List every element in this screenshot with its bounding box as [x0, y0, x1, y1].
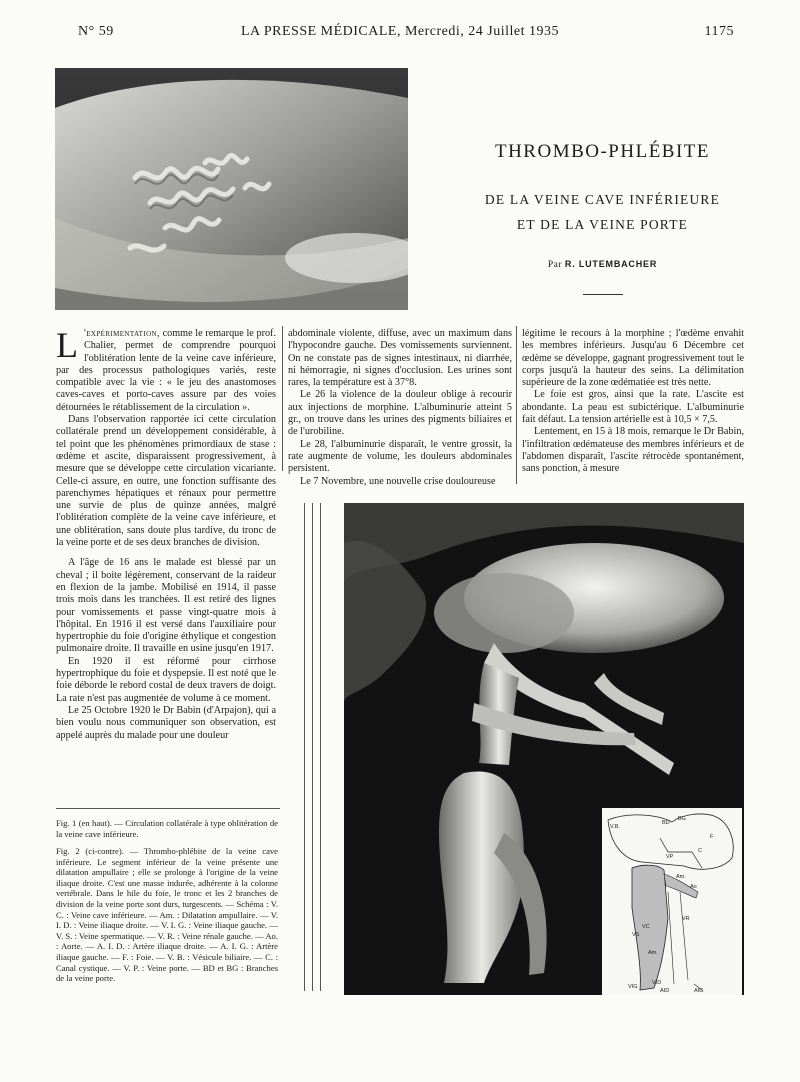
schema-label: Am.	[676, 874, 686, 880]
figure-1-photo	[55, 68, 408, 310]
paragraph: Le 26 la violence de la douleur oblige à recourir aux injections de morphine. L'albuminurie atteint 5 gr., on trouve dans les urines des pigments biliaires et de l'urobiline.	[288, 389, 512, 438]
figure-2-photo	[344, 503, 744, 995]
figure-rule	[320, 503, 321, 991]
article-subtitle	[450, 187, 755, 237]
byline	[450, 259, 755, 270]
text-column-2	[288, 328, 512, 488]
schema-label: BD	[662, 820, 670, 826]
figure-2-caption	[56, 846, 278, 984]
subtitle-line-2: ET DE LA VEINE PORTE	[516, 217, 689, 232]
text-column-1	[56, 325, 276, 742]
drop-cap: L	[56, 325, 78, 365]
journal-header: LA PRESSE MÉDICALE, Mercredi, 24 Juillet 1935	[240, 24, 560, 39]
schema-label: F	[710, 834, 714, 840]
figure-1-caption	[56, 818, 278, 839]
subtitle-line-1: DE LA VEINE CAVE INFÉRIEURE	[484, 192, 721, 207]
caption-rule	[56, 808, 280, 809]
paragraph: Le 25 Octobre 1920 le Dr Babin (d'Arpajon), qui a bien voulu nous communiquer son observation, est appelé auprès du malade pour une douleur	[56, 704, 276, 741]
title-rule	[583, 294, 623, 295]
schema-label: BG	[678, 816, 686, 822]
article-title: THROMBO-PHLÉBITE	[494, 141, 711, 162]
paragraph	[56, 325, 276, 414]
schema-label: AIG	[694, 988, 704, 994]
paragraph: Le foie est gros, ainsi que la rate. L'ascite est abondante. La peau est subictérique. L'albuminurie fait défaut. La tension artérielle est à 10,5 × 7,5.	[522, 389, 744, 426]
schema-label: VP	[666, 854, 674, 860]
paragraph: légitime le recours à la morphine ; l'œdème envahit les membres inférieurs. Jusqu'au 6 Décembre cet œdème se développe, gagnant progressivement tout le corps jusqu'à la hauteur des seins. La délimitation supérieure de la zone œdématiée est très nette.	[522, 328, 744, 389]
column-rule	[282, 326, 283, 471]
figure-rule	[312, 503, 313, 991]
figure-rule	[304, 503, 305, 991]
page-number-right: 1175	[704, 24, 734, 39]
schema-label: VS	[632, 932, 640, 938]
column-rule	[516, 326, 517, 484]
lead-word: 'expérimentation,	[84, 328, 160, 339]
text-column-3	[522, 328, 744, 476]
byline-prefix: Par	[547, 260, 563, 270]
schema-label: VR	[682, 916, 690, 922]
page-number-left: N° 59	[78, 24, 114, 39]
schema-label: VID	[652, 980, 662, 986]
schema-label: VIG	[628, 984, 638, 990]
paragraph: Le 28, l'albuminurie disparaît, le ventre grossit, la rate augmente de volume, les douleurs abdominales persistent.	[288, 438, 512, 475]
schema-label: Ao	[690, 884, 697, 890]
schema-label: V.B.	[610, 824, 620, 830]
paragraph-text: comme le remarque le prof. Chalier, permet de comprendre pourquoi l'oblitération lente de la veine cave inférieure, par des processus pathologiques variés, reste compatible avec la vie : « le jeu des anastomoses caves-caves et porto-caves assure par des voies détournées le rétablissement de la circulation ».	[56, 328, 276, 413]
paragraph: abdominale violente, diffuse, avec un maximum dans l'hypocondre gauche. Des vomissements surviennent. On ne constate pas de signes intestinaux, ni diarrhée, ni hémorragie, ni signes d'occlusion. Les urines sont rares, la température est à 37°8.	[288, 328, 512, 389]
schema-label: VC	[642, 924, 650, 930]
paragraph: Le 7 Novembre, une nouvelle crise douloureuse	[300, 475, 496, 487]
schema-label: AID	[660, 988, 670, 994]
title-block	[450, 135, 755, 295]
author-name: R. LUTEMBACHER	[564, 259, 658, 269]
schema-label: C	[698, 848, 702, 854]
paragraph: A l'âge de 16 ans le malade est blessé par un cheval ; il boite légèrement, conservant de la raideur en flexion de la jambe. Mobilisé en 1914, il passe trois mois dans les tranchées. Il est retiré des lignes pour vomissements et passe vingt-quatre mois à l'hôpital. En 1916 il est versé dans l'auxiliaire pour hypertrophie du foie d'origine éthylique et congestion pulmonaire droite. Il travaille en usine jusqu'en 1917.	[56, 557, 276, 655]
caption-text: Fig. 2 (ci-contre). — Thrombo-phlébite de la veine cave inférieure. Le segment inférieur de la veine présente une dilatation ampullaire ; elle se prolonge à l'origine de la veine iliaque droite. C'est une masse indurée, adhérente à la colonne vertébrale. Dans le hile du foie, le tronc et les 2 branches de division de la veine porte sont durs, turgescents. — Schéma : V. C. : Veine cave inférieure. — Am. : Dilatation ampullaire. — V. I. D. : Veine iliaque droite. — V. I. G. : Veine iliaque gauche. — V. S. : Veine spermatique. — V. R. : Veine rénale gauche. — Ao. : Aorte. — A. I. D. : Artère iliaque droite. — A. I. G. : Artère iliaque gauche. — F. : Foie. — V. B. : Vésicule biliaire. — C. : Canal cystique. — V. P. : Veine porte. — BD et BG : Branches de la veine porte.	[56, 846, 278, 984]
caption-text: Fig. 1 (en haut). — Circulation collatérale à type oblitération de la veine cave inférieure.	[56, 818, 278, 839]
paragraph: Dans l'observation rapportée ici cette circulation collatérale prend un développement considérable, à tel point que les phénomènes primordiaux de stase : œdème et ascite, disparaissent progressivement, à mesure que se développe cette circulation vicariante. Celle-ci assure, en outre, une fonction suffisante des parenchymes hépatiques et rénaux pour permettre une survie de plus de quinze années, malgré l'oblitération complète de la veine cave inférieure, et une oblitération, sans doute plus tardive, du tronc de la veine porte et de ses deux branches de division.	[56, 414, 276, 549]
paragraph: Lentement, en 15 à 18 mois, remarque le Dr Babin, l'infiltration œdémateuse des membres inférieurs et de l'abdomen disparaît, l'ascite rétrocède spontanément, sans ponction, à mesure	[522, 426, 744, 475]
paragraph: En 1920 il est réformé pour cirrhose hypertrophique du foie et dyspepsie. Il est noté que le foie déborde le rebord costal de deux travers de doigt. La rate n'est pas augmentée de volume à ce moment.	[56, 655, 276, 704]
schema-label: Am.	[648, 950, 658, 956]
